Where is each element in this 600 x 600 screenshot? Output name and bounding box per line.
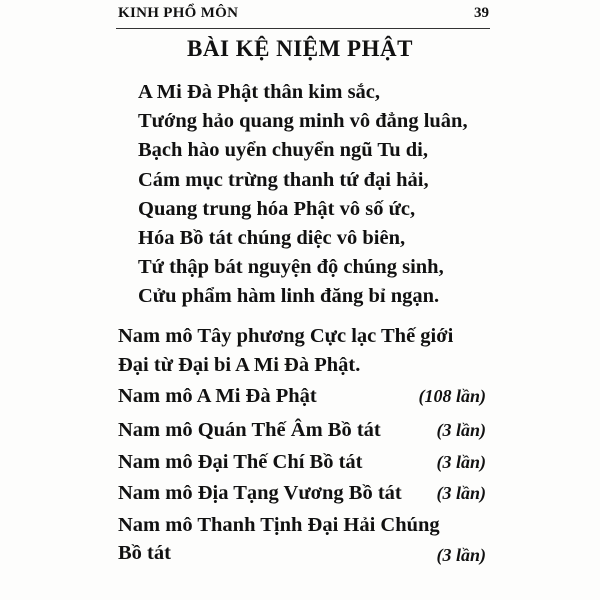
page-header <box>118 5 489 27</box>
chant-text: Nam mô Địa Tạng Vương Bồ tát <box>118 482 402 504</box>
repetition-count: (3 lần) <box>436 420 486 440</box>
homage-line: Nam mô Tây phương Cực lạc Thế giới <box>118 325 454 347</box>
chant-text: Nam mô Quán Thế Âm Bồ tát <box>118 419 381 441</box>
repetition-count: (3 lần) <box>436 452 486 472</box>
repetition-count: (3 lần) <box>436 545 486 565</box>
chant-text: Nam mô A Mi Đà Phật <box>118 385 317 407</box>
chant-line <box>118 482 490 512</box>
chant-text: Nam mô Thanh Tịnh Đại Hải Chúng <box>118 514 440 536</box>
verse-line: Hóa Bồ tát chúng diệc vô biên, <box>138 227 406 250</box>
homage-block <box>118 322 490 380</box>
verse-line: Cửu phẩm hàm linh đăng bỉ ngạn. <box>138 285 440 308</box>
chant-line <box>118 419 490 449</box>
chant-line <box>118 385 490 415</box>
verse-line: Bạch hào uyển chuyển ngũ Tu di, <box>138 139 428 162</box>
header-divider <box>116 28 490 29</box>
chant-text-continued: Bồ tát <box>118 542 171 564</box>
verse-block <box>138 78 468 312</box>
verse-line: A Mi Đà Phật thân kim sắc, <box>138 81 381 103</box>
chant-text: Nam mô Đại Thế Chí Bồ tát <box>118 451 363 473</box>
chant-line <box>118 514 490 574</box>
verse-line: Quang trung hóa Phật vô số ức, <box>138 197 416 220</box>
running-title: KINH PHỔ MÔN <box>118 5 239 21</box>
repetition-count: (3 lần) <box>436 483 486 503</box>
page-number: 39 <box>474 5 489 21</box>
poem-title: BÀI KỆ NIỆM PHẬT <box>187 36 413 61</box>
verse-line: Cám mục trừng thanh tứ đại hải, <box>138 168 429 191</box>
homage-line: Đại từ Đại bi A Mi Đà Phật. <box>118 354 361 376</box>
verse-line: Tướng hảo quang minh vô đẳng luân, <box>138 110 468 133</box>
repetition-count: (108 lần) <box>418 386 486 406</box>
chant-line <box>118 451 490 481</box>
verse-line: Tứ thập bát nguyện độ chúng sinh, <box>138 256 444 279</box>
